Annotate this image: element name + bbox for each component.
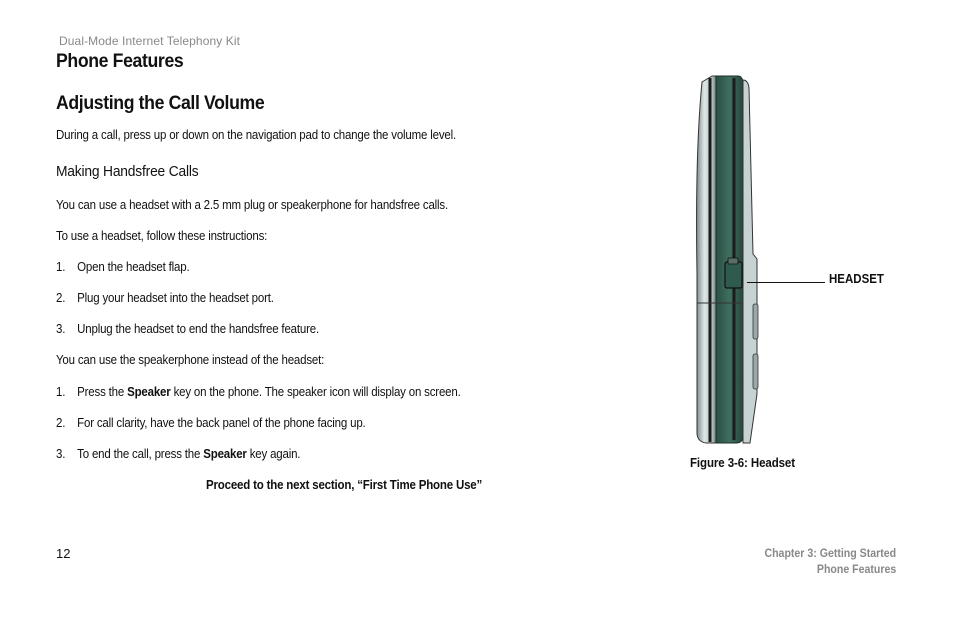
list-number: 2. — [56, 291, 66, 305]
speaker-key-name: Speaker — [127, 385, 171, 399]
list-item — [56, 385, 461, 399]
figure-caption: Figure 3-6: Headset — [690, 456, 795, 470]
document-title: Dual-Mode Internet Telephony Kit — [59, 34, 241, 48]
phone-side-illustration — [690, 74, 770, 446]
paragraph: To use a headset, follow these instructions: — [56, 229, 268, 243]
list-item — [56, 291, 274, 305]
list-item — [56, 322, 319, 336]
list-item — [56, 260, 190, 274]
list-number: 1. — [56, 260, 66, 274]
list-item — [56, 447, 301, 461]
footer-section: Phone Features — [816, 564, 896, 576]
list-number: 3. — [56, 322, 66, 336]
footer-chapter: Chapter 3: Getting Started — [764, 548, 896, 560]
paragraph: You can use a headset with a 2.5 mm plug or speakerphone for handsfree calls. — [56, 198, 449, 212]
page-number: 12 — [56, 546, 71, 561]
list-text: Plug your headset into the headset port. — [77, 291, 274, 305]
list-text: For call clarity, have the back panel of the phone facing up. — [77, 416, 366, 430]
list-text: To end the call, press the Speaker key again. — [77, 447, 301, 461]
callout-leader-line — [747, 282, 825, 283]
list-text: Open the headset flap. — [77, 260, 190, 274]
intro-paragraph: During a call, press up or down on the navigation pad to change the volume level. — [56, 128, 456, 142]
list-number: 2. — [56, 416, 66, 430]
list-item — [56, 416, 366, 430]
headset-callout-label: HEADSET — [829, 272, 884, 286]
list-text: Press the Speaker key on the phone. The speaker icon will display on screen. — [77, 385, 461, 399]
section-title: Phone Features — [56, 51, 184, 72]
list-number: 3. — [56, 447, 66, 461]
list-text: Unplug the headset to end the handsfree feature. — [77, 322, 319, 336]
page-heading: Adjusting the Call Volume — [56, 93, 265, 114]
list-number: 1. — [56, 385, 66, 399]
proceed-note: Proceed to the next section, “First Time Phone Use” — [206, 478, 483, 492]
subheading: Making Handsfree Calls — [56, 163, 199, 180]
paragraph: You can use the speakerphone instead of the headset: — [56, 353, 325, 367]
speaker-key-name: Speaker — [203, 447, 247, 461]
